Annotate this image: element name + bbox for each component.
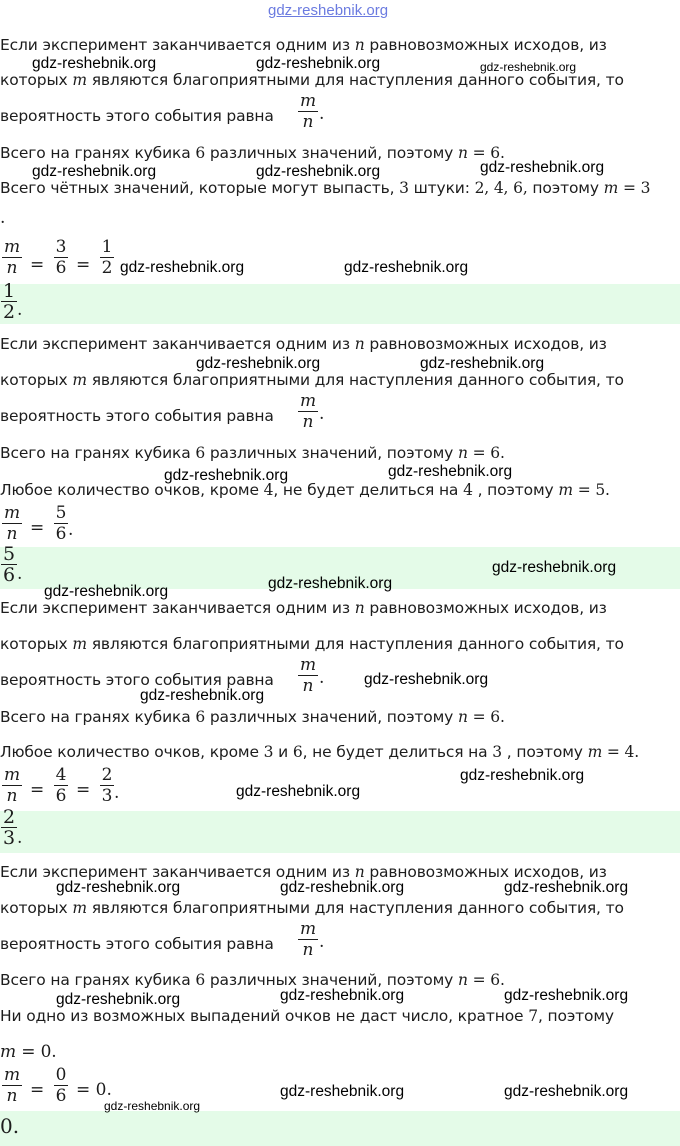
watermark: gdz-reshebnik.org [480, 60, 577, 74]
result-fraction-1: 3 6 [55, 237, 67, 278]
result-fraction-m-over-n: m n [3, 1065, 21, 1106]
equals-sign: = [76, 780, 91, 800]
watermark: gdz-reshebnik.org [196, 355, 321, 372]
answer-value-4: 0. [0, 1114, 20, 1138]
watermark: gdz-reshebnik.org [256, 55, 381, 72]
watermark: gdz-reshebnik.org [280, 879, 405, 896]
section4-line3: вероятность этого события равна [0, 935, 274, 953]
result-fraction-m-over-n: m n [3, 765, 21, 806]
watermark: gdz-reshebnik.org [344, 259, 469, 276]
watermark: gdz-reshebnik.org [104, 1099, 201, 1113]
period: . [319, 404, 325, 424]
watermark: gdz-reshebnik.org [364, 671, 489, 688]
watermark: gdz-reshebnik.org [32, 55, 157, 72]
period: . [319, 104, 325, 124]
section1-line5: Всего чётных значений, которые могут выпасть, 3 штуки: 2, 4, 6, поэтому m = 3 [0, 179, 651, 197]
equals-sign: = [30, 780, 45, 800]
result-fraction-m-over-n: m n [3, 503, 21, 544]
section4-line4: Всего на гранях кубика 6 различных значений, поэтому n = 6. [0, 971, 505, 989]
equals-sign: = [30, 518, 45, 538]
section4-line2: которых m являются благоприятными для наступления данного события, то [0, 899, 624, 917]
period: . [0, 208, 6, 228]
result-fraction-1: 4 6 [55, 765, 67, 806]
watermark: gdz-reshebnik.org [280, 987, 405, 1004]
watermark: gdz-reshebnik.org [32, 163, 157, 180]
period: . [17, 300, 23, 320]
watermark: gdz-reshebnik.org [492, 559, 617, 576]
section2-line4: Всего на гранях кубика 6 различных значений, поэтому n = 6. [0, 444, 505, 462]
result-fraction-1: 0 6 [55, 1065, 67, 1106]
period: . [68, 520, 74, 540]
watermark: gdz-reshebnik.org [504, 1083, 629, 1100]
answer-fraction-2: 5 6 [2, 543, 16, 586]
section2-line3: вероятность этого события равна [0, 407, 274, 425]
watermark: gdz-reshebnik.org [236, 783, 361, 800]
watermark: gdz-reshebnik.org [420, 355, 545, 372]
section1-line4: Всего на гранях кубика 6 различных значений, поэтому n = 6. [0, 144, 505, 162]
equals-sign: = [76, 255, 91, 275]
watermark: gdz-reshebnik.org [268, 575, 393, 592]
period: . [114, 783, 120, 803]
section4-line5: Ни одно из возможных выпадений очков не даст число, кратное 7, поэтому [0, 1007, 614, 1025]
watermark: gdz-reshebnik.org [56, 879, 181, 896]
section2-line1: Если эксперимент заканчивается одним из n равновозможных исходов, из [0, 335, 607, 353]
watermark: gdz-reshebnik.org [120, 259, 245, 276]
section1-line1: Если эксперимент заканчивается одним из n равновозможных исходов, из [0, 36, 607, 54]
section1-line3: вероятность этого события равна [0, 107, 274, 125]
section4-line6: m = 0. [0, 1042, 57, 1062]
site-header-link[interactable]: gdz-reshebnik.org [268, 2, 389, 19]
equals-sign: = [30, 1080, 45, 1100]
answer-box-1 [0, 280, 680, 324]
watermark: gdz-reshebnik.org [140, 687, 265, 704]
section3-line4: Всего на гранях кубика 6 различных значений, поэтому n = 6. [0, 708, 505, 726]
answer-box-4 [0, 1111, 680, 1146]
watermark: gdz-reshebnik.org [56, 991, 181, 1008]
watermark: gdz-reshebnik.org [280, 1083, 405, 1100]
answer-fraction-3: 2 3 [2, 806, 16, 849]
answer-fraction-1: 1 2 [2, 280, 16, 323]
watermark: gdz-reshebnik.org [504, 987, 629, 1004]
section4-line1: Если эксперимент заканчивается одним из n равновозможных исходов, из [0, 863, 607, 881]
fraction-m-over-n: m n [299, 391, 317, 432]
result-fraction-m-over-n: m n [3, 237, 21, 278]
result-tail: = 0. [76, 1080, 112, 1100]
watermark: gdz-reshebnik.org [504, 879, 629, 896]
section3-line2: которых m являются благоприятными для наступления данного события, то [0, 635, 624, 653]
answer-box-3 [0, 811, 680, 853]
period: . [319, 932, 325, 952]
period: . [17, 564, 23, 584]
watermark: gdz-reshebnik.org [256, 163, 381, 180]
section3-line3: вероятность этого события равна [0, 671, 274, 689]
watermark: gdz-reshebnik.org [480, 159, 605, 176]
section2-line5: Любое количество очков, кроме 4, не будет делиться на 4 , поэтому m = 5. [0, 481, 610, 499]
section3-line1: Если эксперимент заканчивается одним из n равновозможных исходов, из [0, 599, 607, 617]
fraction-m-over-n: m n [299, 655, 317, 696]
watermark: gdz-reshebnik.org [44, 583, 169, 600]
result-fraction-2: 2 3 [101, 765, 113, 806]
equals-sign: = [30, 255, 45, 275]
watermark: gdz-reshebnik.org [460, 767, 585, 784]
result-fraction-1: 5 6 [55, 503, 67, 544]
fraction-m-over-n: m n [299, 919, 317, 960]
section1-line2: которых m являются благоприятными для наступления данного события, то [0, 71, 624, 89]
watermark: gdz-reshebnik.org [164, 467, 289, 484]
section2-line2: которых m являются благоприятными для наступления данного события, то [0, 371, 624, 389]
period: . [319, 668, 325, 688]
section3-line5: Любое количество очков, кроме 3 и 6, не будет делиться на 3 , поэтому m = 4. [0, 743, 640, 761]
fraction-m-over-n: m n [299, 91, 317, 132]
period: . [17, 828, 23, 848]
watermark: gdz-reshebnik.org [388, 463, 513, 480]
result-fraction-2: 1 2 [101, 237, 113, 278]
